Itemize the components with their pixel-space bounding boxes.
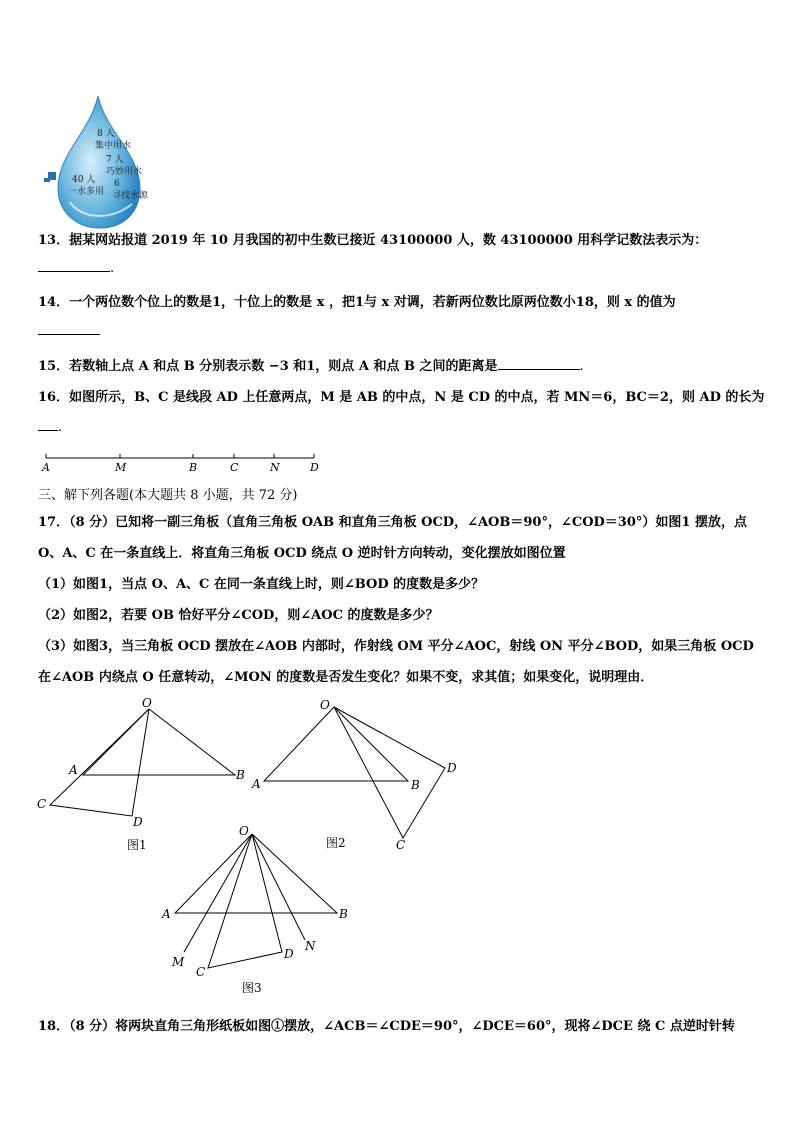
fig3-label-m: M [172, 955, 185, 969]
q16-number: 16． [38, 390, 70, 405]
figure-2 [251, 698, 457, 852]
drop-label-3b: 一水多用 [68, 187, 105, 197]
q15-number: 15． [38, 359, 70, 374]
fig1-label-c: C [37, 797, 47, 811]
q15-tail: . [579, 359, 584, 374]
fig2-label-a: A [252, 777, 261, 791]
q18-text: 18．（8 分）将两块直角三角形纸板如图①摆放，∠ACB＝∠CDE＝90°，∠DCE＝60°，现将∠DCE 绕 C 点逆时针转 [38, 1019, 735, 1034]
fig3-label-a: A [162, 907, 171, 921]
drop-label-4a: 6 [114, 179, 120, 189]
fig2-label-c: C [396, 838, 406, 852]
fig3-label-o: O [239, 824, 249, 838]
q16-tail: . [58, 420, 63, 435]
fig2-caption: 图2 [326, 836, 346, 850]
q15-text: 若数轴上点 A 和点 B 分别表示数 −3 和1，则点 A 和点 B 之间的距离是 [69, 359, 498, 374]
q16-answer-line [38, 418, 62, 435]
drop-label-1a: 8 人 [97, 129, 115, 139]
answer-blank[interactable] [498, 357, 580, 370]
q17-line2: O、A、C 在一条直线上．将直角三角板 OCD 绕点 O 逆时针方向转动，变化摆放如图位置 [38, 546, 566, 561]
fig3-label-d: D [284, 947, 294, 961]
q13-number: 13． [38, 233, 70, 248]
fig3-caption: 图3 [242, 981, 262, 995]
drop-label-2b: 巧妙用水 [106, 167, 143, 177]
question-16 [38, 386, 764, 405]
q13-tail: . [110, 261, 115, 276]
q13-text: 据某网站报道 2019 年 10 月我国的初中生数已接近 43100000 人，数 43100000 用科学记数法表示为： [69, 233, 708, 248]
figure-3 [161, 824, 348, 995]
point-label-n: N [270, 461, 280, 474]
q14-number: 14． [38, 295, 70, 310]
point-label-a: A [42, 461, 50, 474]
figure-1 [37, 696, 245, 852]
point-label-m: M [115, 461, 127, 474]
fig3-label-b: B [339, 907, 348, 921]
fig1-label-a: A [69, 763, 78, 777]
drop-label-1b: 集中用水 [95, 141, 132, 151]
point-label-d: D [310, 461, 319, 474]
question-14 [38, 291, 676, 310]
fig3-label-c: C [196, 965, 206, 979]
fig2-label-d: D [447, 761, 457, 775]
drop-label-4b: 寻找水源 [112, 191, 149, 201]
point-label-c: C [230, 461, 239, 474]
fig1-label-o: O [142, 696, 152, 710]
answer-blank[interactable] [38, 418, 58, 431]
q17-sub1: （1）如图1，当点 O、A、C 在同一条直线上时，则∠BOD 的度数是多少？ [38, 577, 485, 592]
q14-text: 一个两位数个位上的数是1，十位上的数是 x ，把1与 x 对调，若新两位数比原两位数小18，则 x 的值为 [69, 295, 676, 310]
drop-label-3a: 40 人 [72, 175, 96, 185]
point-label-b: B [189, 461, 198, 474]
answer-blank[interactable] [38, 259, 110, 272]
question-13 [38, 229, 707, 248]
fig1-caption: 图1 [127, 838, 147, 852]
segment-figure [38, 448, 328, 476]
fig2-label-o: O [320, 698, 330, 712]
fig1-label-d: D [133, 815, 143, 829]
fig2-label-b: B [411, 778, 420, 792]
water-drop-illustration [40, 92, 170, 232]
geometry-figures [0, 690, 794, 1000]
answer-blank[interactable] [38, 322, 100, 335]
q17-sub2: （2）如图2，若要 OB 恰好平分∠COD，则∠AOC 的度数是多少？ [38, 608, 439, 623]
question-15 [38, 355, 584, 374]
q14-answer-line [38, 322, 100, 339]
fig1-label-b: B [236, 768, 245, 782]
fig3-label-n: N [305, 939, 316, 953]
q16-text: 如图所示，B、C 是线段 AD 上任意两点，M 是 AB 的中点，N 是 CD 的中点，若 MN＝6，BC＝2，则 AD 的长为 [69, 390, 765, 405]
q17-sub3a: （3）如图3，当三角板 OCD 摆放在∠AOB 内部时，作射线 OM 平分∠AOC，射线 ON 平分∠BOD，如果三角板 OCD [38, 639, 754, 654]
q17-sub3b: 在∠AOB 内绕点 O 任意转动，∠MON 的度数是否发生变化？如果不变，求其值；如果变化，说明理由． [38, 670, 654, 685]
drop-label-2a: 7 人 [106, 155, 124, 165]
q13-answer-line [38, 259, 114, 276]
section-heading: 三、解下列各题(本大题共 8 小题，共 72 分) [38, 488, 298, 503]
q17-line1: 17．（8 分）已知将一副三角板（直角三角板 OAB 和直角三角板 OCD，∠AOB＝90°，∠COD＝30°）如图1 摆放，点 [38, 515, 747, 530]
